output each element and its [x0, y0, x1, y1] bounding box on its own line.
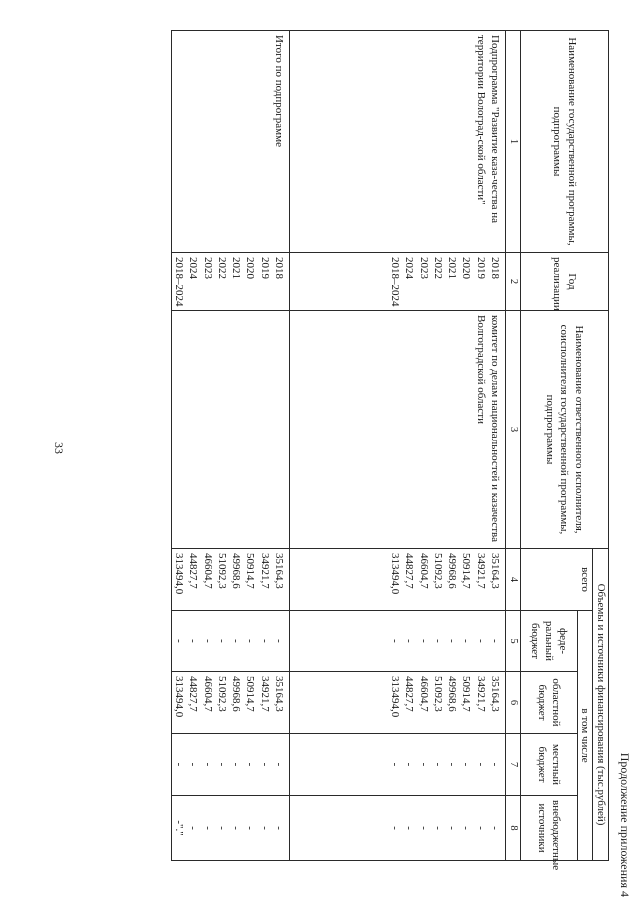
regional-values: 35164,3 34921,7 50914,7 49968,6 51092,3 46604,7 44827,7 313494,0 [290, 672, 506, 734]
header-program-name: Наименование государственной программы, подпрограммы [520, 31, 608, 253]
subtotal-label: Итого по подпрограмме [171, 31, 289, 253]
table-row [171, 31, 289, 861]
colnum-2: 2 [506, 253, 521, 311]
header-extrabudget: внебюджетные источники [520, 796, 577, 861]
years-cell: 2018 2019 2020 2021 2022 2023 2024 2018–2024 [290, 253, 506, 311]
colnum-3: 3 [506, 311, 521, 549]
header-executor: Наименование ответственного исполнителя, соисполнителя государственной программы, подпрограммы [520, 311, 608, 549]
header-volumes: Объемы и источники финансирования (тыс.рублей) [593, 549, 609, 861]
local-values: - - - - - - - - [290, 734, 506, 796]
column-numbers-row [506, 31, 521, 861]
header-local: местный бюджет [520, 734, 577, 796]
federal-values: - - - - - - - - [290, 611, 506, 672]
colnum-5: 5 [506, 611, 521, 672]
financing-table [171, 30, 609, 871]
program-name-cell: Подпрограмма "Развитие каза-чества на территории Волоград-ской области" [290, 31, 506, 253]
local-values: - - - - - - - - [171, 734, 289, 796]
extrabudget-values: - - - - - - - - [290, 796, 506, 861]
header-regional: областной бюджет [520, 672, 577, 734]
federal-values: - - - - - - - - [171, 611, 289, 672]
executor-cell-empty [171, 311, 289, 549]
colnum-6: 6 [506, 672, 521, 734]
regional-values: 35164,3 34921,7 50914,7 49968,6 51092,3 46604,7 44827,7 313494,0 [171, 672, 289, 734]
total-values: 35164,3 34921,7 50914,7 49968,6 51092,3 46604,7 44827,7 313494,0 [290, 549, 506, 611]
colnum-7: 7 [506, 734, 521, 796]
colnum-8: 8 [506, 796, 521, 861]
appendix-continuation-note: Продолжение приложения 4 [618, 752, 632, 897]
total-values: 35164,3 34921,7 50914,7 49968,6 51092,3 46604,7 44827,7 313494,0 [171, 549, 289, 611]
table-row [290, 31, 506, 861]
executor-cell: комитет по делам национальностей и казачества Волгоградской области [290, 311, 506, 549]
header-total: всего [520, 549, 592, 611]
header-year: Год реализации [520, 253, 608, 311]
extrabudget-values: - - - - - - - -"." [171, 796, 289, 861]
colnum-1: 1 [506, 31, 521, 253]
header-row-1 [593, 31, 609, 861]
colnum-4: 4 [506, 549, 521, 611]
page-number: 33 [52, 442, 66, 454]
header-federal: феде-ральный бюджет [520, 611, 577, 672]
years-cell: 2018 2019 2020 2021 2022 2023 2024 2018–2024 [171, 253, 289, 311]
header-including: в том числе [577, 611, 592, 861]
